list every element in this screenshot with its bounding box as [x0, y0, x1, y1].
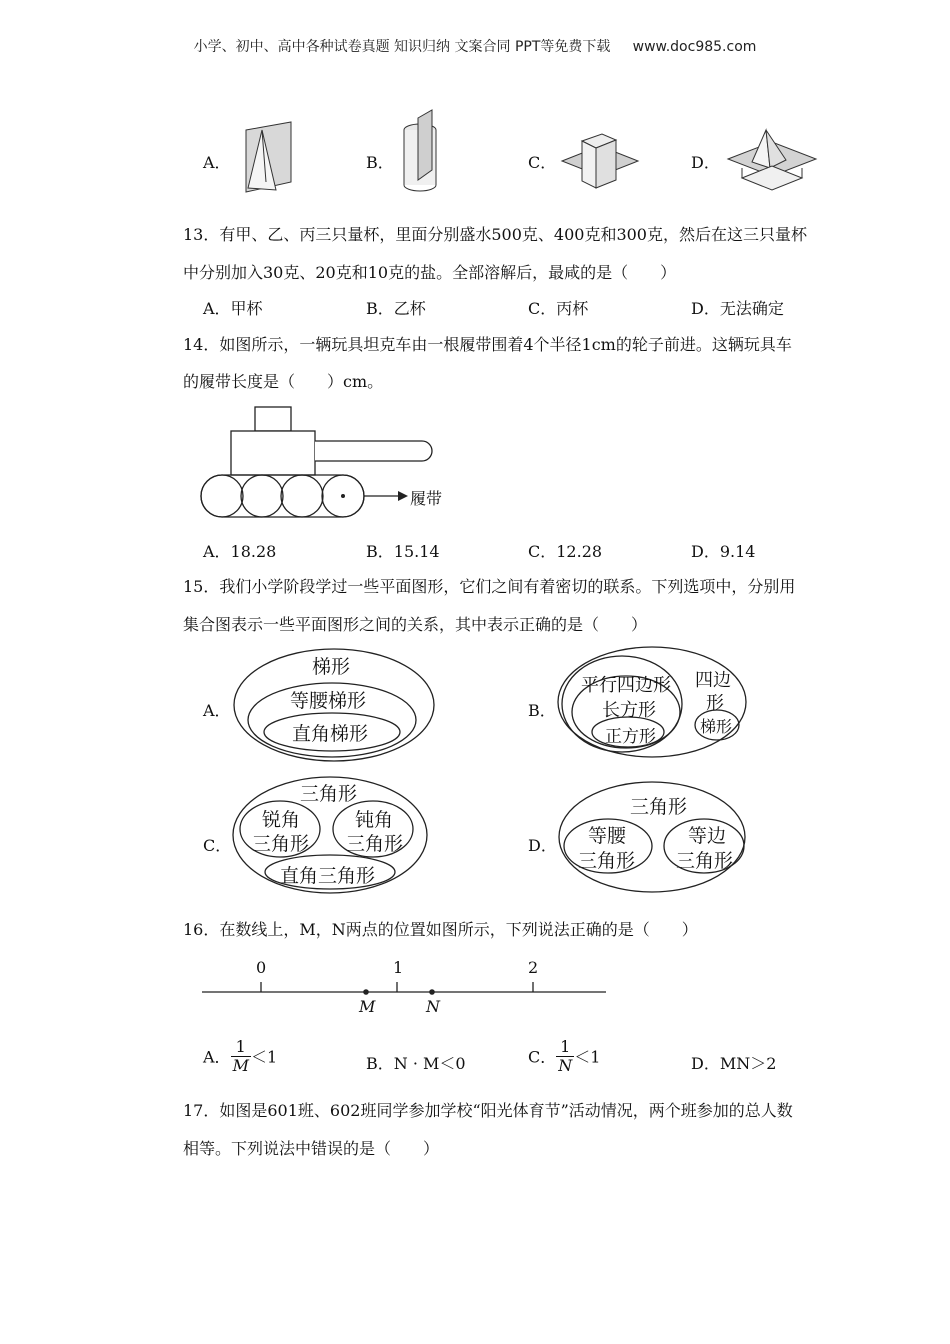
q13-option-b[interactable]: B．乙杯 — [366, 299, 426, 318]
q16-option-a[interactable] — [203, 1038, 277, 1074]
q15a-inner-label: 直角梯形 — [292, 723, 369, 745]
q13-stem-line2: 中分别加入30克、20克和10克的盐。全部溶解后，最咸的是（ ） — [183, 263, 677, 282]
q15-option-c[interactable]: C． — [203, 836, 232, 855]
q15d-equilateral-label-2: 三角形 — [676, 850, 734, 872]
q12-figure-a — [236, 120, 298, 200]
page-header — [0, 36, 950, 56]
q13-option-a[interactable]: A．甲杯 — [203, 299, 263, 318]
q16-option-d[interactable]: D．MN＞2 — [691, 1054, 777, 1073]
q16a-prefix: A． — [203, 1047, 231, 1067]
q13-stem-line1: 13．有甲、乙、丙三只量杯，里面分别盛水500克、400克和300克，然后在这三只量杯 — [183, 225, 807, 244]
q14-stem-line1: 14．如图所示，一辆玩具坦克车由一根履带围着4个半径1cm的轮子前进。这辆玩具车 — [183, 335, 792, 354]
q16-stem-line1: 16．在数线上，M，N两点的位置如图所示，下列说法正确的是（ ） — [183, 920, 698, 939]
header-text: 小学、初中、高中各种试卷真题 知识归纳 文案合同 PPT等免费下载 — [193, 39, 611, 55]
q16c-denominator: N — [558, 1055, 573, 1075]
header-site-link[interactable]: www.doc985.com — [632, 39, 757, 55]
q16a-numerator: 1 — [231, 1038, 251, 1057]
q15d-outer-label: 三角形 — [630, 796, 688, 818]
q15c-right-label: 直角三角形 — [280, 865, 376, 887]
q12-option-a[interactable]: A． — [203, 153, 231, 172]
q16a-denominator: M — [232, 1055, 249, 1075]
q16c-prefix: C． — [528, 1047, 557, 1067]
q15b-trapezoid-label: 梯形 — [700, 717, 733, 736]
q14-option-c[interactable]: C．12.28 — [528, 542, 603, 561]
q15c-obtuse-label-2: 三角形 — [346, 833, 404, 855]
q12-option-b[interactable]: B． — [366, 153, 394, 172]
q16-tick-1: 1 — [393, 958, 404, 977]
q16-point-m: M — [359, 997, 376, 1016]
q15c-acute-label-1: 锐角 — [262, 809, 301, 831]
q12-figure-c — [560, 126, 640, 196]
q12-figure-b — [398, 108, 448, 198]
q15-option-a[interactable]: A． — [203, 701, 231, 720]
q14-option-b[interactable]: B．15.14 — [366, 542, 440, 561]
q13-option-d[interactable]: D．无法确定 — [691, 299, 784, 318]
q16a-suffix: ＜1 — [250, 1047, 278, 1067]
q15-stem-line2: 集合图表示一些平面图形之间的关系，其中表示正确的是（ ） — [183, 615, 648, 634]
q16c-numerator: 1 — [556, 1038, 574, 1057]
q14-stem-line2: 的履带长度是（ ）cm。 — [183, 372, 384, 391]
q15d-equilateral-label-1: 等边 — [688, 825, 727, 847]
q14-track-label: 履带 — [410, 489, 443, 508]
q14-option-a[interactable]: A．18.28 — [203, 542, 277, 561]
q15a-outer-label: 梯形 — [312, 656, 351, 678]
q13-option-c[interactable]: C．丙杯 — [528, 299, 589, 318]
q16-option-b[interactable]: B．N · M＜0 — [366, 1054, 466, 1073]
q15b-parallelogram-label: 平行四边形 — [581, 675, 671, 696]
q15d-isosceles-label-2: 三角形 — [578, 850, 636, 872]
q15-option-b[interactable]: B． — [528, 701, 556, 720]
q15c-outer-label: 三角形 — [300, 783, 358, 805]
q12-option-d[interactable]: D． — [691, 153, 720, 172]
q15c-obtuse-label-1: 钝角 — [355, 809, 394, 831]
q15b-square-label: 正方形 — [605, 727, 656, 747]
q15-stem-line1: 15．我们小学阶段学过一些平面图形，它们之间有着密切的联系。下列选项中，分别用 — [183, 577, 796, 596]
q15-option-d[interactable]: D． — [528, 836, 557, 855]
q17-stem-line2: 相等。下列说法中错误的是（ ） — [183, 1139, 440, 1158]
q12-figure-d — [726, 126, 818, 198]
q16c-suffix: ＜1 — [574, 1047, 601, 1067]
q15b-quad-label-2: 形 — [706, 693, 724, 714]
q15c-acute-label-2: 三角形 — [252, 833, 310, 855]
q16-point-n: N — [426, 997, 440, 1016]
q12-option-c[interactable]: C． — [528, 153, 557, 172]
q15b-rectangle-label: 长方形 — [602, 700, 656, 721]
q16c-fraction — [556, 1038, 574, 1074]
q15a-middle-label: 等腰梯形 — [290, 690, 367, 712]
q17-stem-line1: 17．如图是601班、602班同学参加学校“阳光体育节”活动情况，两个班参加的总人数 — [183, 1101, 793, 1120]
q15b-quad-label-1: 四边 — [695, 670, 731, 691]
q14-option-d[interactable]: D．9.14 — [691, 542, 756, 561]
q16-option-c[interactable] — [528, 1038, 600, 1074]
q16-tick-2: 2 — [528, 958, 539, 977]
q16-tick-0: 0 — [256, 958, 267, 977]
q15d-isosceles-label-1: 等腰 — [588, 825, 627, 847]
q16a-fraction — [231, 1038, 251, 1074]
